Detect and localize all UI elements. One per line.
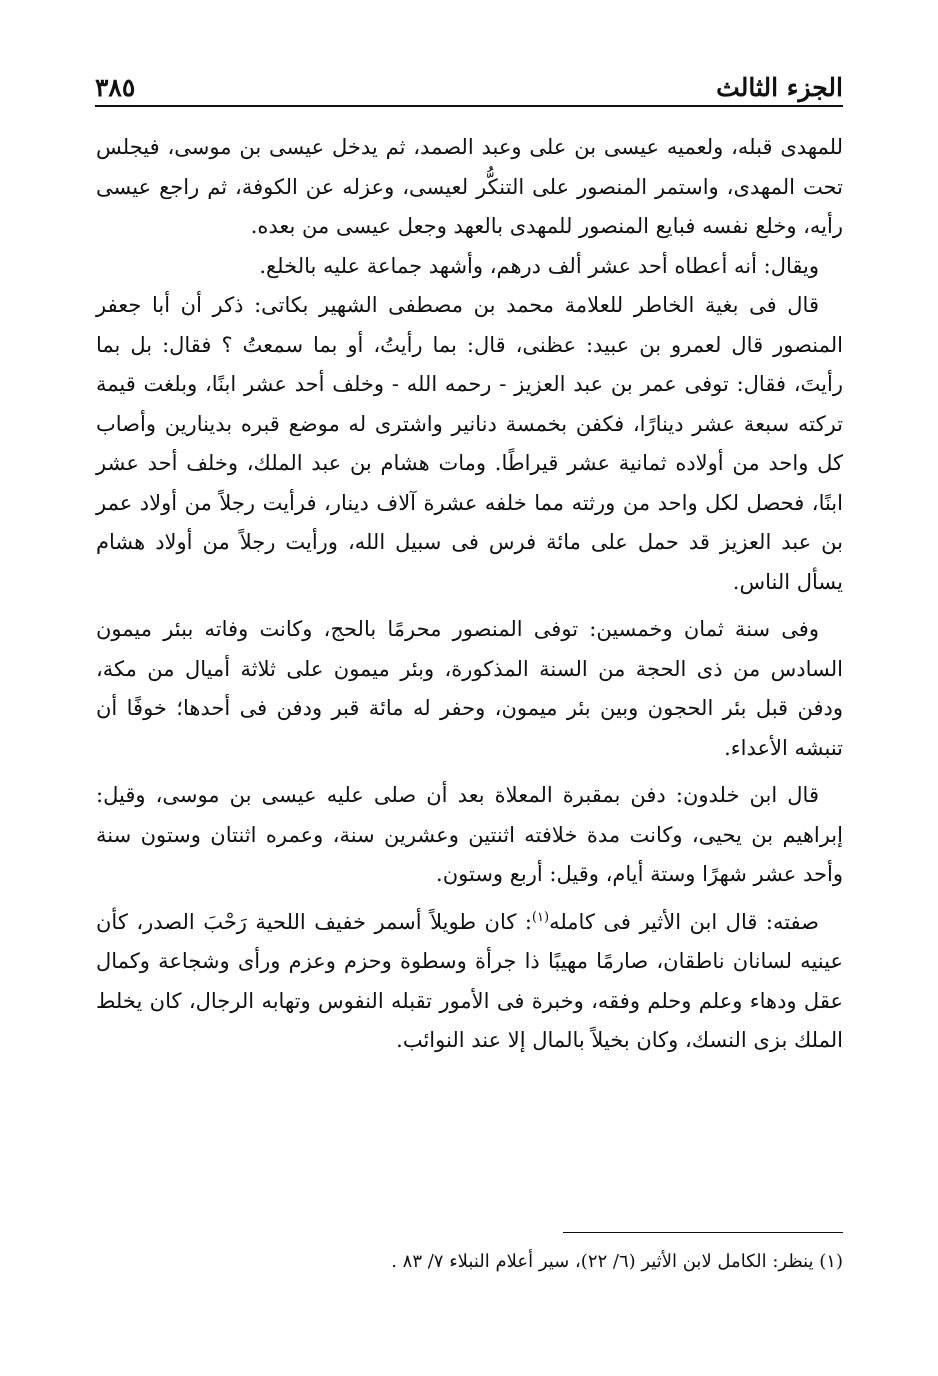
paragraph-4: وفى سنة ثمان وخمسين: توفى المنصور محرمًا بالحج، وكانت وفاته ببئر ميمون السادس من ذى الحجة من السنة المذكورة، وبئر ميمون على ثلاثة أميال من مكة، ودفن قبل بئر الحجون وبين بئر ميمون، وحفر له مائة قبر ودفن فى أحدها؛ خوفًا أن تنبشه الأعداء.	[96, 617, 843, 760]
running-title: الجزء الثالث	[716, 73, 843, 102]
paragraph-5: قال ابن خلدون: دفن بمقبرة المعلاة بعد أن صلى عليه عيسى بن موسى، وقيل: إبراهيم بن يحيى، وكانت مدة خلافته اثنتين وعشرين سنة، وعمره اثنتان وستون سنة وأحد عشر شهرًا وستة أيام، وقيل: أربع وستون.	[96, 783, 843, 886]
footnote-rule	[563, 1232, 843, 1233]
page-number: ٣٨٥	[95, 73, 136, 102]
paragraph-6	[96, 903, 843, 1061]
paragraph-3: قال فى بغية الخاطر للعلامة محمد بن مصطفى الشهير بكاتى: ذكر أن أبا جعفر المنصور قال لعمرو بن عبيد: عظنى، قال: بما رأيتُ، أو بما سمعتُ ؟ فقال: بل بما رأيتَ، فقال: توفى عمر بن عبد العزيز - رحمه الله - وخلف أحد عشر ابنًا، وبلغت قيمة تركته سبعة عشر دينارًا، فكفن بخمسة دنانير واشترى له موضع قبره بدينارين وأصاب كل واحد من أولاده ثمانية عشر قيراطًا. ومات هشام بن عبد الملك، وخلف أحد عشر ابنًا، فحصل لكل واحد من ورثته مما خلفه عشرة آلاف دينار، فرأيت رجلاً من أولاد عمر بن عبد العزيز قد حمل على مائة فرس فى سبيل الله، ورأيت رجلاً من أولاد هشام يسأل الناس.	[96, 293, 843, 594]
paragraph-1: للمهدى قبله، ولعميه عيسى بن على وعبد الصمد، ثم يدخل عيسى بن موسى، فيجلس تحت المهدى، واستمر المنصور على التنكُّر لعيسى، وعزله عن الكوفة، ثم راجع عيسى رأيه، وخلع نفسه فبايع المنصور للمهدى بالعهد وجعل عيسى من بعده.	[96, 135, 843, 238]
footnote: (١) ينظر: الكامل لابن الأثير (٦/ ٢٢)، سير أعلام النبلاء ٧/ ٨٣ .	[391, 1251, 843, 1272]
paragraph-6-rest: : كان طويلاً أسمر خفيف اللحية رَحْبَ الصدر، كأن عينيه لسانان ناطقان، صارمًا مهيبًا ذا جرأة وسطوة وحزم وعزم ورأى وشجاعة وكمال عقل ودهاء وعلم وحلم وفقه، وخبرة فى الأمور تقبله النفوس وتهابه الرجال، كان يخلط الملك بزى النسك، وكان بخيلاً بالمال إلا عند النوائب.	[96, 909, 843, 1052]
footnote-reference[interactable]: (١)	[531, 909, 550, 925]
main-text	[96, 128, 843, 1061]
paragraph-2: ويقال: أنه أعطاه أحد عشر ألف درهم، وأشهد جماعة عليه بالخلع.	[259, 253, 819, 278]
paragraph-6-start: صفته: قال ابن الأثير فى كامله	[549, 909, 819, 934]
running-header	[95, 62, 843, 102]
header-rule	[95, 105, 843, 107]
